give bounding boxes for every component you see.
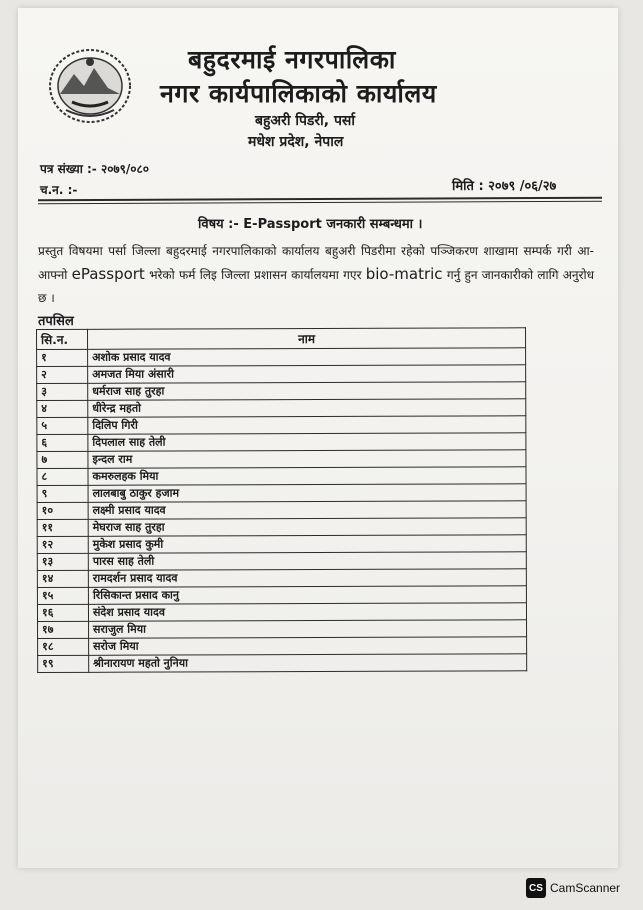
serial-number-cell: ३ (37, 383, 88, 400)
table-row (37, 569, 526, 588)
office-name-line1: बहुदरमाई नगरपालिका (188, 45, 396, 74)
serial-number-cell: २ (37, 366, 88, 383)
applicant-name-cell: धर्मराज साह तुरहा (88, 382, 526, 401)
serial-number-cell: १७ (38, 621, 89, 638)
body-text-part3: गर्नु हुन जानकारीको लागि अनुरोध छ । (38, 268, 594, 305)
table-header-row (37, 328, 526, 350)
serial-number-cell: ७ (37, 451, 88, 468)
table-row (37, 501, 526, 520)
serial-number-cell: १० (37, 502, 88, 519)
body-text-part1: प्रस्तुत विषयमा पर्सा जिल्ला बहुदरमाई नगरपालिकाको कार्यालय बहुअरी पिडरीमा रहेको पञ्जिकरण शाखामा सम्पर्क गरी आ-आफ्नो (38, 244, 594, 282)
table-row (38, 620, 527, 639)
serial-number-cell: १८ (38, 638, 89, 655)
address-line1: बहुअरी पिडरी, पर्सा (255, 113, 356, 129)
applicant-name-cell: संदेश प्रसाद यादव (88, 603, 526, 622)
table-row (37, 365, 526, 384)
body-biomatric: bio-matric (365, 265, 443, 283)
letter-date: मिति : २०७९ /०६/२७ (452, 179, 557, 194)
applicant-name-cell: धीरेन्द्र महतो (88, 399, 526, 418)
table-row (37, 416, 526, 435)
applicant-name-cell: मेघराज साह तुरहा (88, 518, 526, 537)
table-row (37, 433, 526, 452)
serial-number-cell: ८ (37, 468, 88, 485)
applicant-name-cell: मुकेश प्रसाद कुमी (88, 535, 526, 554)
body-text-part2: भरेको फर्म लिइ जिल्ला प्रशासन कार्यालयमा गएर (144, 268, 366, 282)
serial-number-cell: ५ (37, 417, 88, 434)
office-name-line2: नगर कार्यपालिकाको कार्यालय (160, 79, 437, 108)
applicant-name-cell: अमजत मिया अंसारी (88, 365, 526, 384)
letter-number: पत्र संख्या :- २०७९/०८० (40, 162, 150, 176)
serial-number-cell: ४ (37, 400, 88, 417)
dispatch-number: च.न. :- (40, 183, 78, 197)
table-row (37, 382, 526, 401)
applicant-name-cell: श्रीनारायण महतो नुनिया (89, 654, 527, 673)
table-row (37, 348, 526, 367)
column-header-name: नाम (88, 328, 526, 350)
body-epassport: ePassport (71, 265, 145, 283)
serial-number-cell: ६ (37, 434, 88, 451)
applicant-name-cell: लालबाबु ठाकुर हजाम (88, 484, 526, 503)
table-row (38, 637, 527, 656)
applicant-name-cell: दिलिप गिरी (88, 416, 526, 435)
serial-number-cell: ९ (37, 485, 88, 502)
applicant-name-cell: दिपलाल साह तेली (88, 433, 526, 452)
serial-number-cell: १ (37, 349, 88, 366)
table-row (37, 484, 526, 503)
applicant-name-cell: रामदर्शन प्रसाद यादव (88, 569, 526, 588)
table-row (37, 535, 526, 554)
government-emblem-icon (44, 44, 136, 126)
table-row (37, 467, 526, 486)
address-line2: मधेश प्रदेश, नेपाल (248, 134, 344, 150)
applicant-name-cell: सरोज मिया (89, 637, 527, 656)
table-row (37, 552, 526, 571)
applicant-name-cell: पारस साह तेली (88, 552, 526, 571)
table-row (38, 654, 527, 673)
applicant-table (36, 327, 527, 673)
serial-number-cell: १६ (37, 604, 88, 621)
serial-number-cell: ११ (37, 519, 88, 536)
serial-number-cell: १३ (37, 553, 88, 570)
applicant-name-cell: रिसिकान्त प्रसाद कानु (88, 586, 526, 605)
column-header-serial: सि.न. (37, 329, 88, 349)
applicant-name-cell: कमरुलहक मिया (88, 467, 526, 486)
camscanner-watermark (526, 878, 620, 898)
table-row (37, 586, 526, 605)
applicant-name-cell: अशोक प्रसाद यादव (88, 348, 526, 367)
letter-subject: विषय :- E-Passport जनकारी सम्बन्धमा । (198, 217, 423, 232)
annex-label: तपसिल (38, 314, 74, 329)
serial-number-cell: १४ (37, 570, 88, 587)
camscanner-label: CamScanner (550, 881, 621, 895)
camscanner-logo-icon: CS (526, 878, 546, 898)
letter-body (38, 240, 594, 310)
applicant-name-cell: सराजुल मिया (89, 620, 527, 639)
applicant-name-cell: लक्ष्मी प्रसाद यादव (88, 501, 526, 520)
table-row (37, 603, 526, 622)
serial-number-cell: १५ (37, 587, 88, 604)
serial-number-cell: १९ (38, 655, 89, 672)
table-row (37, 399, 526, 418)
serial-number-cell: १२ (37, 536, 88, 553)
table-row (37, 518, 526, 537)
table-row (37, 450, 526, 469)
applicant-name-cell: इन्दल राम (88, 450, 526, 469)
